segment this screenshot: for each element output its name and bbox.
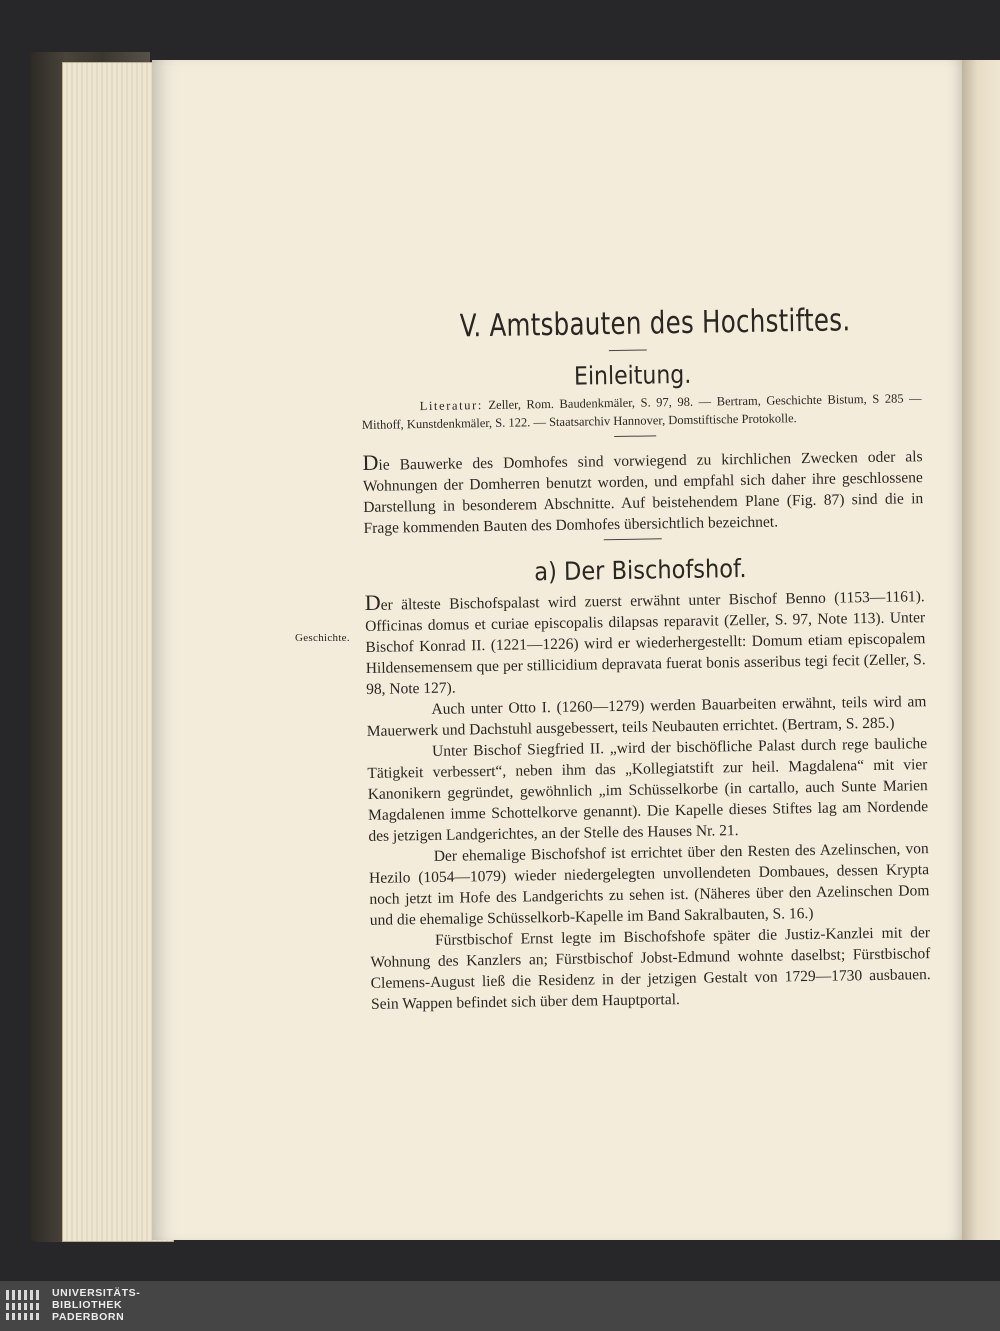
library-logo-icon xyxy=(4,1288,44,1322)
paragraph-text: er älteste Bischofspalast wird zuerst erwähnt unter Bischof Benno (1153—1161). Officinas domus et curiae episcopalis dilapsas reparavit (Zeller, S. 97, Note 113). Unter Bischof Konrad II. (1221—1226) wird er wiederhergestellt: Domum etiam episcopalem Hildensemensem que per stillicidium depravata fuerat bonis asseribus tegi fecit (Zeller, S. 98, Note 127). xyxy=(364,588,926,698)
literature-text: Zeller, Rom. Baudenkmäler, S. 97, 98. — Bertram, Geschichte Bistum, S 285 — Mithoff, Kunstdenkmäler, S. 122. — Staatsarchiv Hannover, Domstiftische Protokolle. xyxy=(361,391,922,432)
page-text xyxy=(360,291,931,1015)
paragraph: Fürstbischof Ernst legte im Bischofshofe später die Justiz-Kanzlei mit der Wohnung des Kanzlers an; Fürstbischof Jobst-Edmund wohnte daselbst; Fürstbischof Clemens-August ließ die Residenz in der jetzigen Gestalt von 1729—1730 ausbauen. Sein Wappen befindet sich über dem Hauptportal. xyxy=(370,924,931,1013)
library-name-line: PADERBORN xyxy=(52,1311,125,1323)
facing-page-edge xyxy=(962,60,1000,1240)
section-title: Einleitung. xyxy=(573,359,692,391)
intro-paragraph xyxy=(362,446,923,539)
paragraph xyxy=(365,586,927,700)
paragraph: Unter Bischof Siegfried II. „wird der bischöfliche Palast durch rege bauliche Tätigkeit verbessert“, neben ihm das „Kollegiatstift zur heil. Magdalena“ mit vier Kanonikern gegründet, gewöhnlich „im Schüsselkorbe (in cartallo, auch Sunte Marien Magdalenen imme Schottelkorve genannt). Die Kapelle dieses Stiftes lag am Nordende des jetzigen Landgerichtes, an der Stelle des Hauses Nr. 21. xyxy=(367,735,929,845)
subsection-title: a) Der Bischofshof. xyxy=(534,553,747,587)
library-footer xyxy=(0,1281,1000,1331)
divider xyxy=(614,435,656,437)
intro-text: ie Bauwerke des Domhofes sind vorwiegend zu kirchlichen Zwecken oder als Wohnungen der Domherren benutzt worden, und empfahl sich daher ihre geschlossene Darstellung in besonderem Abschnitte. Auf beistehendem Plane (Fig. 87) sind die in Frage kommenden Bauten des Domhofes übersichtlich bezeichnet. xyxy=(362,448,924,537)
divider xyxy=(609,350,647,352)
dropcap: D xyxy=(364,589,381,615)
divider xyxy=(604,538,662,540)
literature-note xyxy=(362,389,922,434)
library-name xyxy=(52,1287,140,1323)
margin-note: Geschichte. xyxy=(295,632,350,644)
chapter-title: V. Amtsbauten des Hochstiftes. xyxy=(459,302,851,345)
dropcap: D xyxy=(362,449,379,475)
literature-label: Literatur: xyxy=(419,398,483,414)
library-name-line: UNIVERSITÄTS- xyxy=(52,1287,141,1299)
library-name-line: BIBLIOTHEK xyxy=(52,1299,123,1311)
paragraph: Auch unter Otto I. (1260—1279) werden Bauarbeiten erwähnt, teils wird am Mauerwerk und Dachstuhl ausgebessert, teils Neubauten errichtet. (Bertram, S. 285.) xyxy=(366,693,927,740)
paragraph: Der ehemalige Bischofshof ist errichtet über den Resten des Azelinschen, von Hezilo (1054—1079) wieder niedergelegten unvollendeten Dombaues, dessen Krypta noch jetzt im Hofe des Landgerichts zu sehen ist. (Näheres über den Azelinschen Dom und die ehemalige Schüsselkorb-Kapelle im Band Sakralbauten, S. 16.) xyxy=(368,840,930,929)
